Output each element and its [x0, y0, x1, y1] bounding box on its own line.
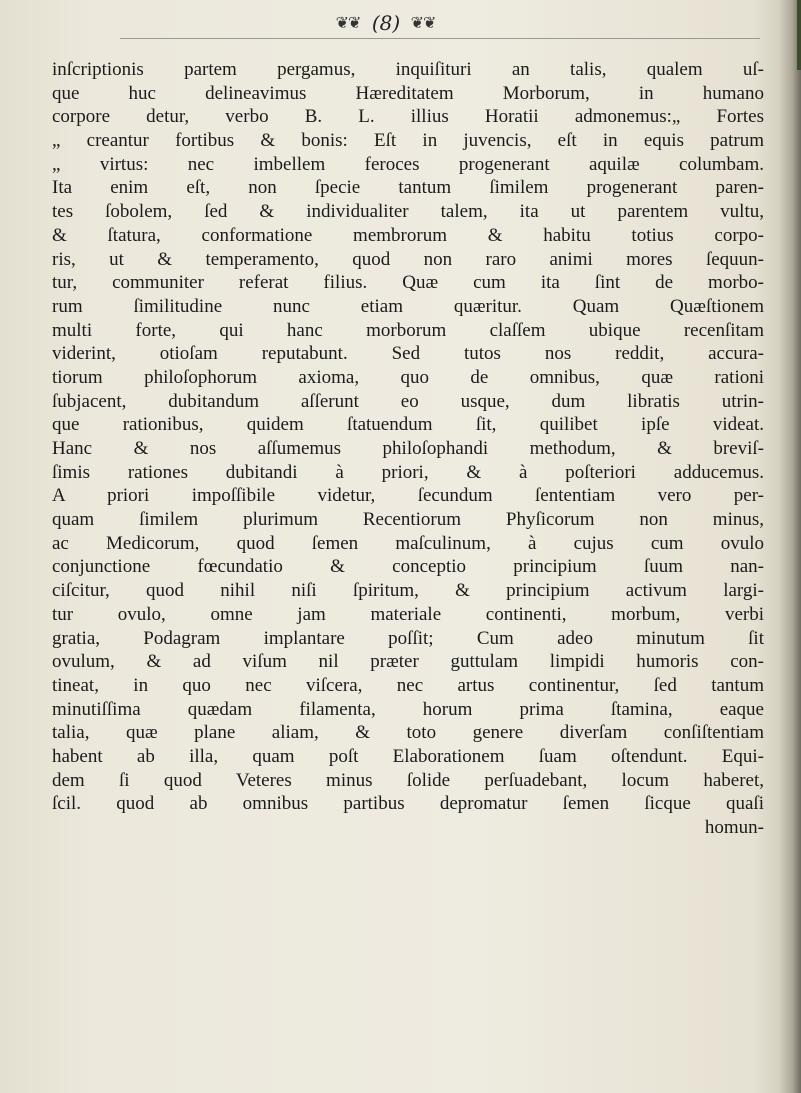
text-line: & ſtatura, conformatione membrorum & habitu totius corpo-	[52, 224, 764, 246]
running-header	[0, 6, 801, 46]
text-line: gratia, Podagram implantare poſſit; Cum adeo minutum ſit	[52, 627, 764, 649]
text-line: homun-	[704, 817, 764, 838]
text-line: tes ſobolem, ſed & individualiter talem, ita ut parentem vultu,	[52, 201, 764, 223]
text-line: tiorum philoſophorum axioma, quo de omnibus, quæ rationi	[52, 366, 764, 388]
text-line: ac Medicorum, quod ſemen maſculinum, à cujus cum ovulo	[52, 532, 764, 554]
text-line: dem ſi quod Veteres minus ſolide perſuadebant, locum haberet,	[52, 769, 764, 791]
text-line: ſcil. quod ab omnibus partibus depromatur ſemen ſicque quaſi	[52, 793, 764, 815]
text-line: tur, communiter referat filius. Quæ cum ita ſint de morbo-	[52, 272, 764, 294]
text-line: talia, quæ plane aliam, & toto genere diverſam conſiſtentiam	[52, 722, 764, 744]
text-line: „ virtus: nec imbellem feroces progenerant aquilæ columbam.	[52, 153, 764, 175]
page-edge-shadow	[779, 0, 801, 1093]
text-line: Ita enim eſt, non ſpecie tantum ſimilem progenerant paren-	[52, 177, 764, 199]
text-line: „ creantur fortibus & bonis: Eſt in juvencis, eſt in equis patrum	[52, 130, 764, 152]
text-line: rum ſimilitudine nunc etiam quæritur. Quam Quæſtionem	[52, 295, 764, 317]
text-line: ris, ut & temperamento, quod non raro animi mores ſequun-	[52, 248, 764, 270]
ornament-left-icon: ❦❦	[335, 13, 361, 32]
text-line: ovulum, & ad viſum nil præter guttulam limpidi humoris con-	[52, 651, 764, 673]
page-number: (8)	[371, 11, 401, 35]
text-line: ſubjacent, dubitandum aſſerunt eo usque, dum libratis utrin-	[52, 390, 764, 412]
text-line: tineat, in quo nec viſcera, nec artus continentur, ſed tantum	[52, 674, 764, 696]
text-line: A priori impoſſibile videtur, ſecundum ſententiam vero per-	[52, 485, 764, 507]
text-line: ſimis rationes dubitandi à priori, & à poſteriori adducemus.	[52, 461, 764, 483]
header-rule	[120, 38, 760, 39]
text-line: habent ab illa, quam poſt Elaborationem ſuam oſtendunt. Equi-	[52, 745, 764, 767]
text-line: minutiſſima quædam filamenta, horum prima ſtamina, eaque	[52, 698, 764, 720]
text-line: conjunctione fœcundatio & conceptio principium ſuum nan-	[52, 556, 764, 578]
ornament-right-icon: ❦❦	[410, 13, 436, 32]
text-line: inſcriptionis partem pergamus, inquiſituri an talis, qualem uſ-	[52, 59, 764, 80]
text-line: viderint, otioſam reputabunt. Sed tutos nos reddit, accura-	[52, 343, 764, 365]
text-line: que rationibus, quidem ſtatuendum ſit, quilibet ipſe videat.	[52, 414, 764, 436]
text-line: corpore detur, verbo B. L. illius Horatii admonemus:„ Fortes	[52, 106, 764, 128]
text-line: tur ovulo, omne jam materiale continenti, morbum, verbi	[52, 603, 764, 625]
text-line: multi forte, qui hanc morborum claſſem ubique recenſitam	[52, 319, 764, 341]
text-line: que huc delineavimus Hæreditatem Morborum, in humano	[52, 82, 764, 104]
body-text	[52, 58, 764, 840]
text-line: Hanc & nos aſſumemus philoſophandi methodum, & breviſ-	[52, 438, 764, 459]
text-line: quam ſimilem plurimum Recentiorum Phyſicorum non minus,	[52, 509, 764, 531]
text-line: ciſcitur, quod nihil niſi ſpiritum, & principium activum largi-	[52, 580, 764, 602]
